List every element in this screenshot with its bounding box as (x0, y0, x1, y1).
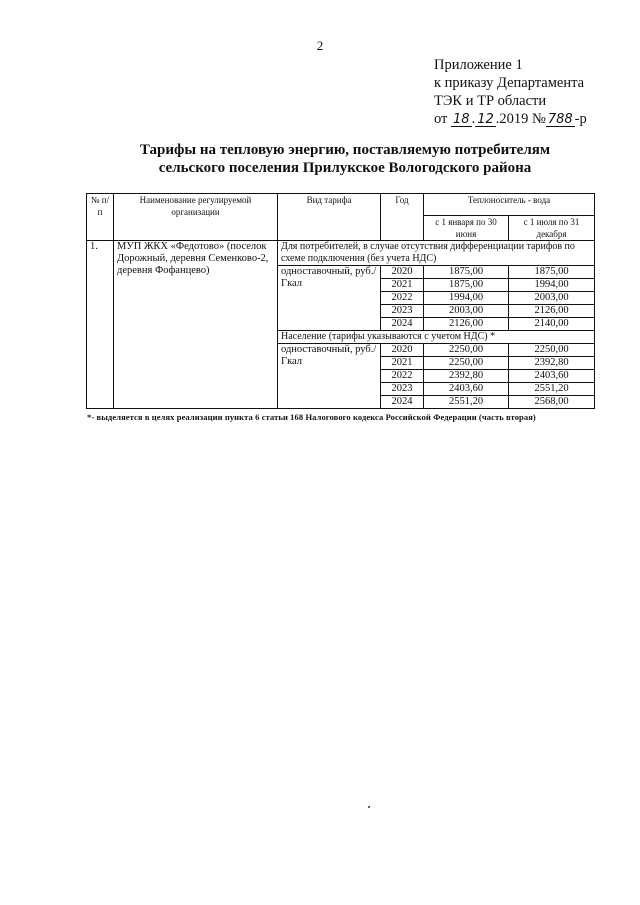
tariff-value-h2: 1994,00 (509, 279, 595, 292)
date-prefix: от (434, 111, 448, 127)
tariff-value-h1: 2250,00 (424, 344, 509, 357)
order-suffix: -р (574, 111, 587, 127)
year-cell: 2021 (381, 357, 424, 370)
header-period-2: с 1 июля по 31 декабря (509, 216, 595, 241)
group-label: Для потребителей, в случае отсутствия дифференциации тарифов по схеме подключения (без учета НДС) (278, 241, 595, 266)
tariff-type-cell: одноставочный, руб./Гкал (278, 344, 381, 409)
tariff-value-h1: 2250,00 (424, 357, 509, 370)
tariff-value-h2: 2003,00 (509, 292, 595, 305)
appendix-line-1: Приложение 1 (434, 57, 523, 73)
tariff-value-h2: 2140,00 (509, 318, 595, 331)
tariff-type-cell: одноставочный, руб./Гкал (278, 266, 381, 331)
tariff-value-h1: 2392,80 (424, 370, 509, 383)
header-tariff-type: Вид тарифа (278, 194, 381, 241)
order-number: 788 (547, 112, 573, 127)
appendix-line-2: к приказу Департамента (434, 75, 585, 91)
document-title (0, 141, 640, 177)
appendix-block (434, 56, 587, 128)
tariff-value-h1: 1875,00 (424, 266, 509, 279)
tariff-value-h1: 2551,20 (424, 396, 509, 409)
year-cell: 2022 (381, 292, 424, 305)
group-label: Население (тарифы указываются с учетом НДС) * (278, 331, 595, 344)
tariff-value-h2: 2250,00 (509, 344, 595, 357)
appendix-date-line: от 18 . 12 .2019 № 788 -р (434, 111, 587, 127)
tariff-value-h1: 2403,60 (424, 383, 509, 396)
scan-speck (368, 806, 370, 808)
year-cell: 2024 (381, 318, 424, 331)
year-cell: 2020 (381, 266, 424, 279)
header-organization: Наименование регулируемой организации (114, 194, 278, 241)
tariff-value-h2: 2551,20 (509, 383, 595, 396)
header-period-1: с 1 января по 30 июня (424, 216, 509, 241)
tariff-value-h1: 1994,00 (424, 292, 509, 305)
year-cell: 2022 (381, 370, 424, 383)
title-line-2: сельского поселения Прилукское Вологодского района (158, 160, 532, 176)
header-carrier: Теплоноситель - вода (424, 194, 595, 216)
title-line-1: Тарифы на тепловую энергию, поставляемую потребителям (139, 142, 551, 158)
tariff-value-h1: 2126,00 (424, 318, 509, 331)
header-num: № п/п (87, 194, 114, 241)
footnote: *- выделяется в целях реализации пункта 6 статьи 168 Налогового кодекса Российской Федерации (часть вторая) (87, 412, 536, 422)
page-number: 2 (316, 38, 324, 53)
tariff-value-h2: 2403,60 (509, 370, 595, 383)
organization-name: МУП ЖКХ «Федотово» (поселок Дорожный, деревня Семенково-2, деревня Фофанцево) (114, 241, 278, 409)
tariff-value-h2: 1875,00 (509, 266, 595, 279)
order-month: 12 (477, 112, 494, 127)
year-cell: 2021 (381, 279, 424, 292)
row-number: 1. (87, 241, 114, 409)
tariff-value-h2: 2126,00 (509, 305, 595, 318)
order-year: .2019 № (495, 111, 546, 127)
year-cell: 2024 (381, 396, 424, 409)
tariff-value-h1: 1875,00 (424, 279, 509, 292)
appendix-line-3: ТЭК и ТР области (434, 93, 547, 109)
year-cell: 2020 (381, 344, 424, 357)
year-cell: 2023 (381, 305, 424, 318)
year-cell: 2023 (381, 383, 424, 396)
order-day: 18 (453, 112, 470, 127)
tariff-value-h2: 2568,00 (509, 396, 595, 409)
tariff-value-h1: 2003,00 (424, 305, 509, 318)
tariff-table (86, 193, 595, 409)
header-year: Год (381, 194, 424, 241)
tariff-value-h2: 2392,80 (509, 357, 595, 370)
